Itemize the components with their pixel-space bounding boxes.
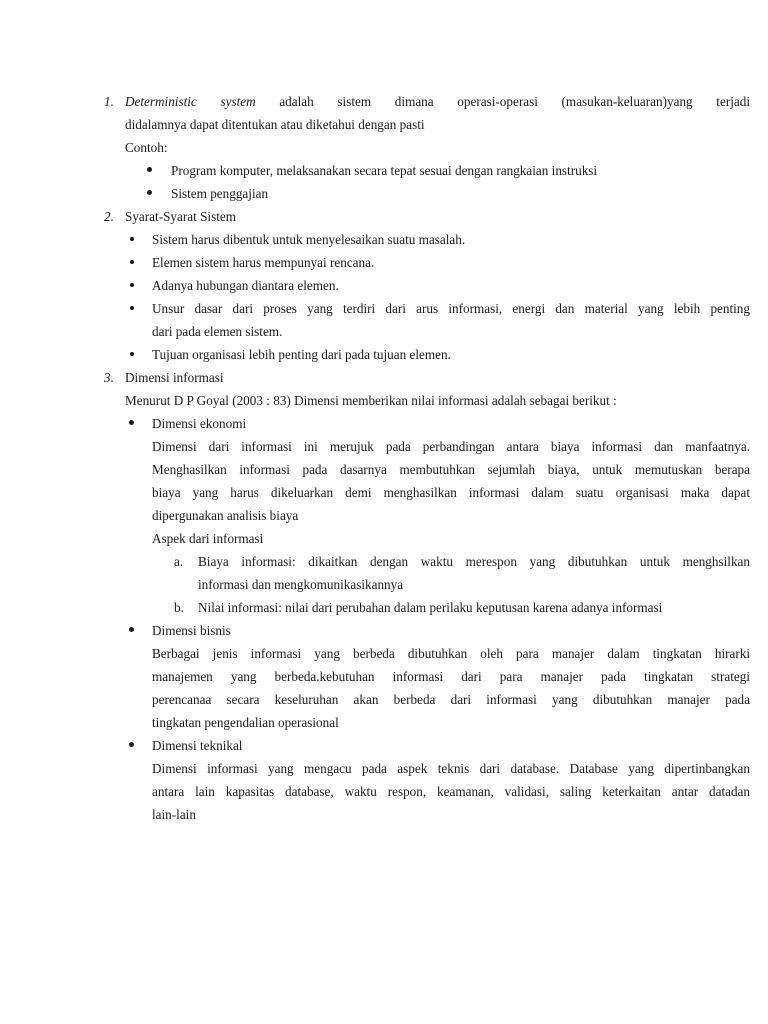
section-2-number: 2. [104, 209, 114, 224]
bisnis-paragraph-line: manajemen yang berbeda.kebutuhan informasi dari para manajer pada tingkatan strategi [152, 669, 750, 684]
teknikal-paragraph-line: antara lain kapasitas database, waktu respon, keamanan, validasi, saling keterkaitan antar datadan [152, 784, 750, 799]
example-item: Sistem penggajian [171, 186, 269, 201]
ekonomi-paragraph-line: biaya yang harus dikeluarkan demi menghasilkan informasi dalam suatu organisasi maka dapat [152, 485, 750, 500]
syarat-item-continuation: dari pada elemen sistem. [152, 324, 283, 339]
bullet-icon [129, 420, 134, 425]
teknikal-paragraph-line: Dimensi informasi yang mengacu pada aspek teknis dari database. Database yang dipertinbangkan [152, 761, 750, 776]
syarat-item: Tujuan organisasi lebih penting dari pada tujuan elemen. [152, 347, 451, 362]
bisnis-paragraph-line: Berbagai jenis informasi yang berbeda dibutuhkan oleh para manajer dalam tingkatan hirarki [152, 646, 750, 661]
aspek-letter: a. [174, 554, 184, 569]
bullet-icon [130, 237, 134, 241]
example-item: Program komputer, melaksanakan secara tepat sesuai dengan rangkaian instruksi [171, 163, 598, 178]
dimensi-teknikal-title: Dimensi teknikal [152, 738, 243, 753]
bisnis-paragraph-line: tingkatan pengendalian operasional [152, 715, 339, 730]
aspek-item: Biaya informasi: dikaitkan dengan waktu merespon yang dibutuhkan untuk menghsilkan [198, 554, 750, 569]
aspek-item: Nilai informasi: nilai dari perubahan dalam perilaku keputusan karena adanya informasi [198, 600, 663, 615]
bisnis-paragraph-line: perencanaa secara keseluruhan akan berbeda dari informasi yang dibutuhkan manajer pada [152, 692, 750, 707]
section-2-title: Syarat-Syarat Sistem [125, 209, 236, 224]
section-1-number: 1. [104, 94, 114, 109]
teknikal-paragraph-line: lain-lain [152, 807, 196, 822]
term-deterministic-system: Deterministic system [125, 94, 256, 109]
bullet-icon [147, 190, 152, 195]
ekonomi-paragraph-line: Menghasilkan informasi pada dasarnya membutuhkan sejumlah biaya, untuk memutuskan berapa [152, 462, 750, 477]
contoh-label: Contoh: [125, 140, 168, 155]
syarat-item: Elemen sistem harus mempunyai rencana. [152, 255, 375, 270]
bullet-icon [130, 283, 134, 287]
bullet-icon [130, 306, 134, 310]
aspek-letter: b. [174, 600, 184, 615]
bullet-icon [129, 627, 134, 632]
section-3-title: Dimensi informasi [125, 370, 224, 385]
syarat-item: Unsur dasar dari proses yang terdiri dari arus informasi, energi dan material yang lebih penting [152, 301, 750, 316]
syarat-item: Sistem harus dibentuk untuk menyelesaikan suatu masalah. [152, 232, 466, 247]
bullet-icon [130, 352, 134, 356]
section-1-definition: adalah sistem dimana operasi-operasi (masukan-keluaran)yang terjadi [279, 94, 750, 109]
bullet-icon [129, 742, 134, 747]
bullet-icon [130, 260, 134, 264]
section-1-line-2: didalamnya dapat ditentukan atau diketahui dengan pasti [125, 117, 425, 132]
ekonomi-paragraph-line: dipergunakan analisis biaya [152, 508, 299, 523]
section-3-intro: Menurut D P Goyal (2003 : 83) Dimensi memberikan nilai informasi adalah sebagai berikut : [125, 393, 617, 408]
ekonomi-paragraph-line: Dimensi dari informasi ini merujuk pada perbandingan antara biaya informasi dan manfaatnya. [152, 439, 750, 454]
aspek-item-continuation: informasi dan mengkomunikasikannya [198, 577, 404, 592]
aspek-label: Aspek dari informasi [152, 531, 264, 546]
bullet-icon [147, 167, 152, 172]
section-1-line-1 [125, 90, 750, 113]
section-3-number: 3. [104, 370, 114, 385]
dimensi-bisnis-title: Dimensi bisnis [152, 623, 231, 638]
syarat-item: Adanya hubungan diantara elemen. [152, 278, 339, 293]
dimensi-ekonomi-title: Dimensi ekonomi [152, 416, 247, 431]
